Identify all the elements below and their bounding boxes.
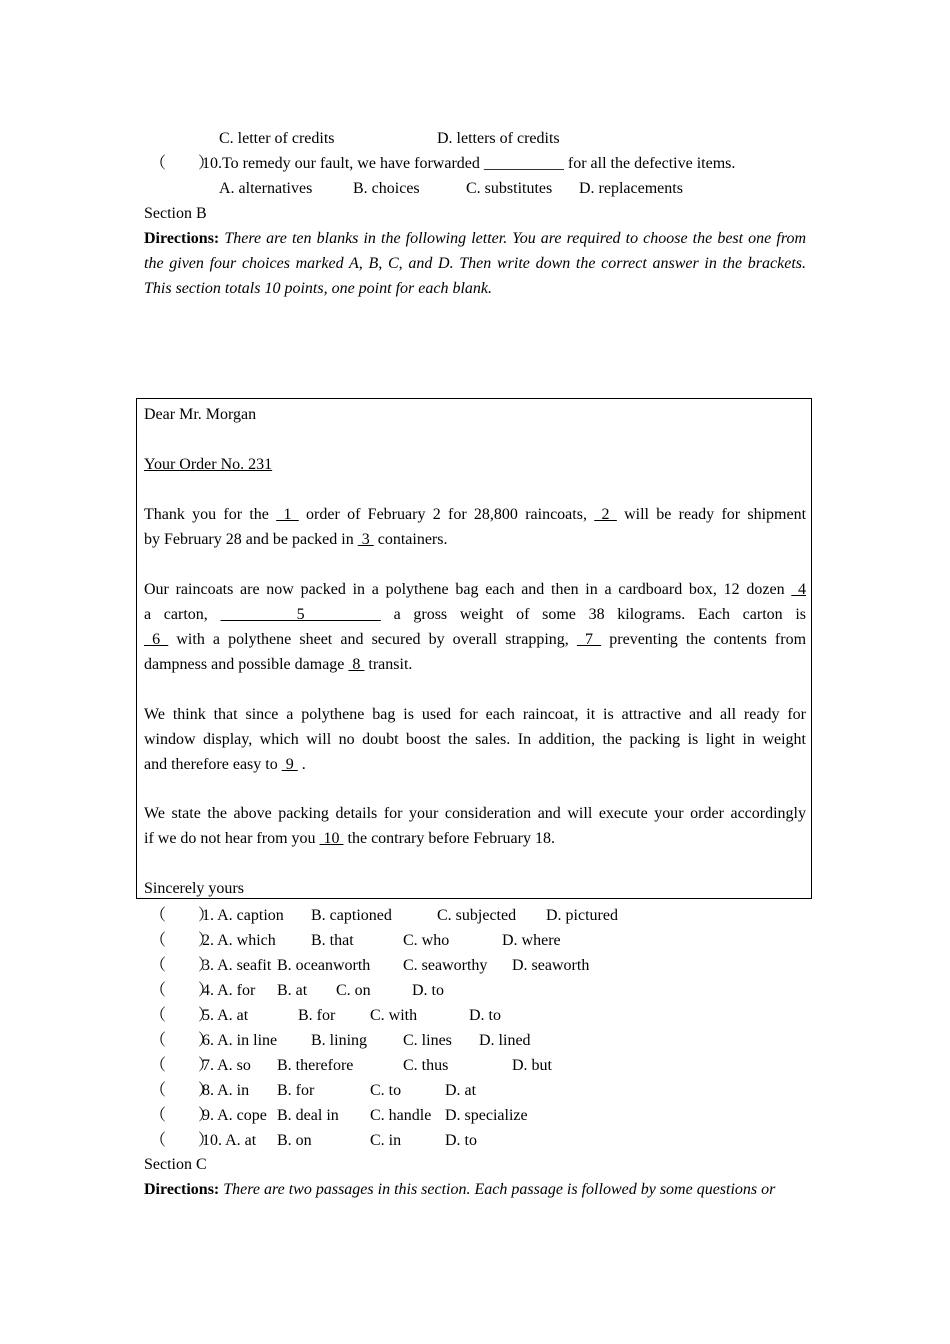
option-b: B. captioned bbox=[311, 907, 392, 924]
answer-bracket[interactable]: （ ） bbox=[150, 957, 215, 974]
letter-p3-line2 bbox=[144, 727, 806, 752]
text-run: a carton, bbox=[144, 606, 221, 623]
letter-p2-line3 bbox=[144, 627, 806, 652]
section-b-directions bbox=[144, 226, 806, 301]
q10-stem bbox=[202, 151, 735, 176]
option-c: C. with bbox=[370, 1007, 418, 1024]
option-b: B. on bbox=[277, 1132, 312, 1149]
option-b: B. that bbox=[311, 932, 354, 949]
text-run: the contrary before February 18. bbox=[343, 830, 555, 847]
text-run: will be ready for shipment bbox=[616, 506, 807, 523]
option-a: 4. A. for bbox=[202, 982, 256, 999]
option-b: B. lining bbox=[311, 1032, 368, 1049]
option-a: 1. A. caption bbox=[202, 907, 284, 924]
section-b-title: Section B bbox=[144, 205, 207, 222]
option-c: C. in bbox=[370, 1132, 402, 1149]
q10-answer-bracket[interactable]: （ ） bbox=[150, 155, 215, 172]
option-a: 2. A. which bbox=[202, 932, 276, 949]
letter-p2-line4 bbox=[144, 652, 412, 677]
q10-blank: __________ bbox=[483, 155, 564, 172]
text-run: a gross weight of some 38 kilograms. Each carton is bbox=[380, 606, 807, 623]
option-c: C. on bbox=[336, 982, 371, 999]
answer-bracket[interactable]: （ ） bbox=[150, 1082, 215, 1099]
text-run: We state the above packing details for your consideration and will execute your order accordingly bbox=[144, 805, 806, 822]
blank-8: 8 bbox=[348, 656, 365, 673]
text-run: and therefore easy to bbox=[144, 756, 282, 773]
blank-6: 6 bbox=[144, 631, 169, 648]
section-c-directions bbox=[144, 1177, 775, 1202]
answer-bracket[interactable]: （ ） bbox=[150, 932, 215, 949]
text-run: containers. bbox=[373, 531, 448, 548]
option-a: 7. A. so bbox=[202, 1057, 251, 1074]
letter-p3-line3 bbox=[144, 752, 306, 777]
option-c: C. handle bbox=[370, 1107, 432, 1124]
answer-bracket[interactable]: （ ） bbox=[150, 907, 215, 924]
option-a: 8. A. in bbox=[202, 1082, 250, 1099]
text-run: with a polythene sheet and secured by overall strapping, bbox=[168, 631, 577, 648]
section-b-directions-label: Directions: bbox=[144, 230, 220, 247]
option-a: 6. A. in line bbox=[202, 1032, 278, 1049]
answer-bracket[interactable]: （ ） bbox=[150, 1032, 215, 1049]
q10-option-d: D. replacements bbox=[579, 180, 683, 197]
option-a: 10. A. at bbox=[202, 1132, 257, 1149]
letter-p4-line1 bbox=[144, 801, 806, 826]
blank-3: 3 bbox=[357, 531, 374, 548]
option-d: D. at bbox=[445, 1082, 477, 1099]
text-run: preventing the contents from bbox=[601, 631, 807, 648]
letter-p3-line1 bbox=[144, 702, 806, 727]
option-c: C. who bbox=[403, 932, 450, 949]
option-d: D. to bbox=[469, 1007, 501, 1024]
option-d: D. but bbox=[512, 1057, 552, 1074]
section-b-directions-text: There are ten blanks in the following letter. You are required to choose the best one from the given four choices marked A, B, C, and D. Then write down the correct answer in the brackets. This section totals 10 points, one point for each blank. bbox=[144, 230, 807, 297]
q10-option-b: B. choices bbox=[353, 180, 420, 197]
blank-10: 10 bbox=[319, 830, 344, 847]
text-run: by February 28 and be packed in bbox=[144, 531, 358, 548]
letter-subject: Your Order No. 231 bbox=[144, 456, 273, 473]
answer-bracket[interactable]: （ ） bbox=[150, 1007, 215, 1024]
option-c: C. lines bbox=[403, 1032, 452, 1049]
text-run: window display, which will no doubt boost the sales. In addition, the packing is light in weight bbox=[144, 731, 806, 748]
option-b: B. deal in bbox=[277, 1107, 339, 1124]
section-c-directions-text: There are two passages in this section. Each passage is followed by some questions or bbox=[223, 1181, 776, 1198]
text-run: We think that since a polythene bag is used for each raincoat, it is attractive and all ready for bbox=[144, 706, 806, 723]
answer-bracket[interactable]: （ ） bbox=[150, 982, 215, 999]
option-a: 5. A. at bbox=[202, 1007, 249, 1024]
text-run: order of February 2 for 28,800 raincoats, bbox=[298, 506, 595, 523]
option-a: 3. A. seafit bbox=[202, 957, 272, 974]
letter-p1-line2 bbox=[144, 527, 447, 552]
q10-option-a: A. alternatives bbox=[219, 180, 313, 197]
letter-closing: Sincerely yours bbox=[144, 880, 244, 897]
option-c: C. thus bbox=[403, 1057, 449, 1074]
section-c-title: Section C bbox=[144, 1156, 207, 1173]
option-d: D. to bbox=[445, 1132, 477, 1149]
option-d: D. pictured bbox=[546, 907, 618, 924]
option-b: B. oceanworth bbox=[277, 957, 371, 974]
blank-9: 9 bbox=[281, 756, 298, 773]
text-run: if we do not hear from you bbox=[144, 830, 320, 847]
option-d: D. to bbox=[412, 982, 444, 999]
option-b: B. for bbox=[277, 1082, 315, 1099]
letter-salutation: Dear Mr. Morgan bbox=[144, 406, 257, 423]
blank-4: 4 bbox=[791, 581, 806, 598]
letter-p2-line1 bbox=[144, 577, 806, 602]
option-b: B. for bbox=[298, 1007, 336, 1024]
option-c: C. subjected bbox=[437, 907, 517, 924]
option-d: D. specialize bbox=[445, 1107, 528, 1124]
text-run: . bbox=[297, 756, 306, 773]
text-run: Our raincoats are now packed in a polythene bag each and then in a cardboard box, 12 dozen bbox=[144, 581, 792, 598]
answer-bracket[interactable]: （ ） bbox=[150, 1107, 215, 1124]
blank-2: 2 bbox=[594, 506, 617, 523]
letter-p1-line1 bbox=[144, 502, 806, 527]
option-d: D. lined bbox=[479, 1032, 531, 1049]
q9-option-c: C. letter of credits bbox=[219, 130, 335, 147]
option-c: C. to bbox=[370, 1082, 402, 1099]
option-b: B. therefore bbox=[277, 1057, 354, 1074]
blank-1: 1 bbox=[276, 506, 299, 523]
option-b: B. at bbox=[277, 982, 308, 999]
option-d: D. seaworth bbox=[512, 957, 590, 974]
text-run: Thank you for the bbox=[144, 506, 277, 523]
q10-stem-post: for all the defective items. bbox=[563, 155, 736, 172]
answer-bracket[interactable]: （ ） bbox=[150, 1057, 215, 1074]
text-run: dampness and possible damage bbox=[144, 656, 349, 673]
q10-option-c: C. substitutes bbox=[466, 180, 553, 197]
option-a: 9. A. cope bbox=[202, 1107, 267, 1124]
section-c-directions-label: Directions: bbox=[144, 1181, 220, 1198]
letter-p2-line2 bbox=[144, 602, 806, 627]
option-d: D. where bbox=[502, 932, 561, 949]
q9-option-d: D. letters of credits bbox=[437, 130, 560, 147]
blank-5: 5 bbox=[220, 606, 381, 623]
blank-7: 7 bbox=[576, 631, 602, 648]
answer-bracket[interactable]: （ ） bbox=[150, 1132, 215, 1149]
letter-p4-line2 bbox=[144, 826, 555, 851]
option-c: C. seaworthy bbox=[403, 957, 488, 974]
text-run: transit. bbox=[364, 656, 413, 673]
q10-stem-pre: 10.To remedy our fault, we have forwarded bbox=[202, 155, 484, 172]
